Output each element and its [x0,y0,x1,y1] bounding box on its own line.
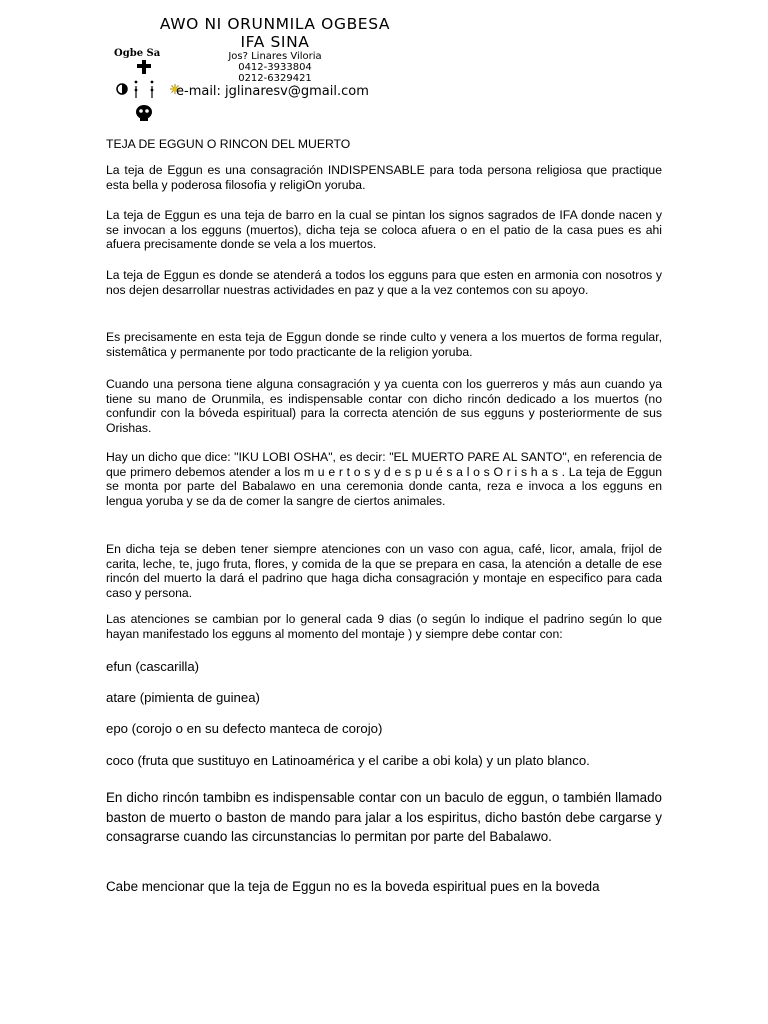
author-email: e-mail: jglinaresv@gmail.com [176,84,369,99]
paragraph: La teja de Eggun es una consagración INDISPENSABLE para toda persona religiosa que practique esta bella y poderosa filosofia y religiOn yoruba. [106,163,662,192]
header-subtitle: IFA SINA [240,33,310,51]
phone-2: 0212-6329421 [238,73,312,84]
list-item: epo (corojo o en su defecto manteca de corojo) [106,721,383,736]
logo-text: Ogbe Sa [114,48,161,59]
ifa-logo-icon [112,46,184,124]
paragraph: En dicho rincón tambibn es indispensable contar con un baculo de eggun, o también llamado baston de muerto o baston de mando para jalar a los espiritus, dicho bastón debe cargarse y consagrarse cuando las circunstancias lo permitan por parte del Babalawo. [106,790,662,844]
list-item: efun (cascarilla) [106,659,200,674]
paragraph: Las atenciones se cambian por lo general cada 9 dias (o según lo indique el padrino según lo que hayan manifestado los egguns al momento del montaje ) y siempre debe contar con: [106,612,662,641]
list-item: coco (fruta que sustituyo en Latinoamérica y el caribe a obi kola) y un plato blanco. [106,753,590,768]
document-heading: TEJA DE EGGUN O RINCON DEL MUERTO [106,137,351,151]
list-item: atare (pimienta de guinea) [106,690,260,705]
paragraph: En dicha teja se deben tener siempre atenciones con un vaso con agua, café, licor, amala, frijol de carita, leche, te, jugo fruta, flores, y comida de la que se prepara en casa, la atención a detalle de ese rincón del muerto la dará el padrino que haga dicha consagración y montaje en especifico para cada caso y persona. [106,542,662,600]
paragraph: La teja de Eggun es una teja de barro en la cual se pintan los signos sagrados de IFA donde nacen y se invocan a los egguns (muertos), dicha teja se coloca afuera o en el patio de la casa pues es ahi afuera precisamente donde se vela a los muertos. [106,208,662,252]
paragraph: Cabe mencionar que la teja de Eggun no es la boveda espiritual pues en la boveda [106,879,600,894]
paragraph: Cuando una persona tiene alguna consagración y ya cuenta con los guerreros y más aun cuando ya tiene su mano de Orunmila, es indispensable contar con dicho rincón dedicado a los muertos (no confundir con la bóveda espiritual) para la correcta atención de sus egguns y posteriormente de sus Orishas. [106,377,662,435]
phone-1: 0412-3933804 [238,62,312,73]
paragraph: Hay un dicho que dice: "IKU LOBI OSHA", es decir: "EL MUERTO PARE AL SANTO", en referencia de que primero debemos atender a los m u e r t o s y d e s p u é s a l o s O r i s h a s . La teja de Eggun se monta por parte del Babalawo en una ceremonia donde canta, reza e invoca a los egguns en lengua yoruba y se da de comer la sangre de ciertos animales. [106,450,662,508]
paragraph: Es precisamente en esta teja de Eggun donde se rinde culto y venera a los muertos de forma regular, sistemâtica y permanente por todo practicante de la religion yoruba. [106,330,662,359]
header-title: AWO NI ORUNMILA OGBESA [159,15,391,33]
paragraph: La teja de Eggun es donde se atenderá a todos los egguns para que esten en armonia con nosotros y nos dejen desarrollar nuestras actividades en paz y que a la vez contemos con su apoyo. [106,268,662,297]
author-name: Jos? Linares Viloria [228,51,322,62]
